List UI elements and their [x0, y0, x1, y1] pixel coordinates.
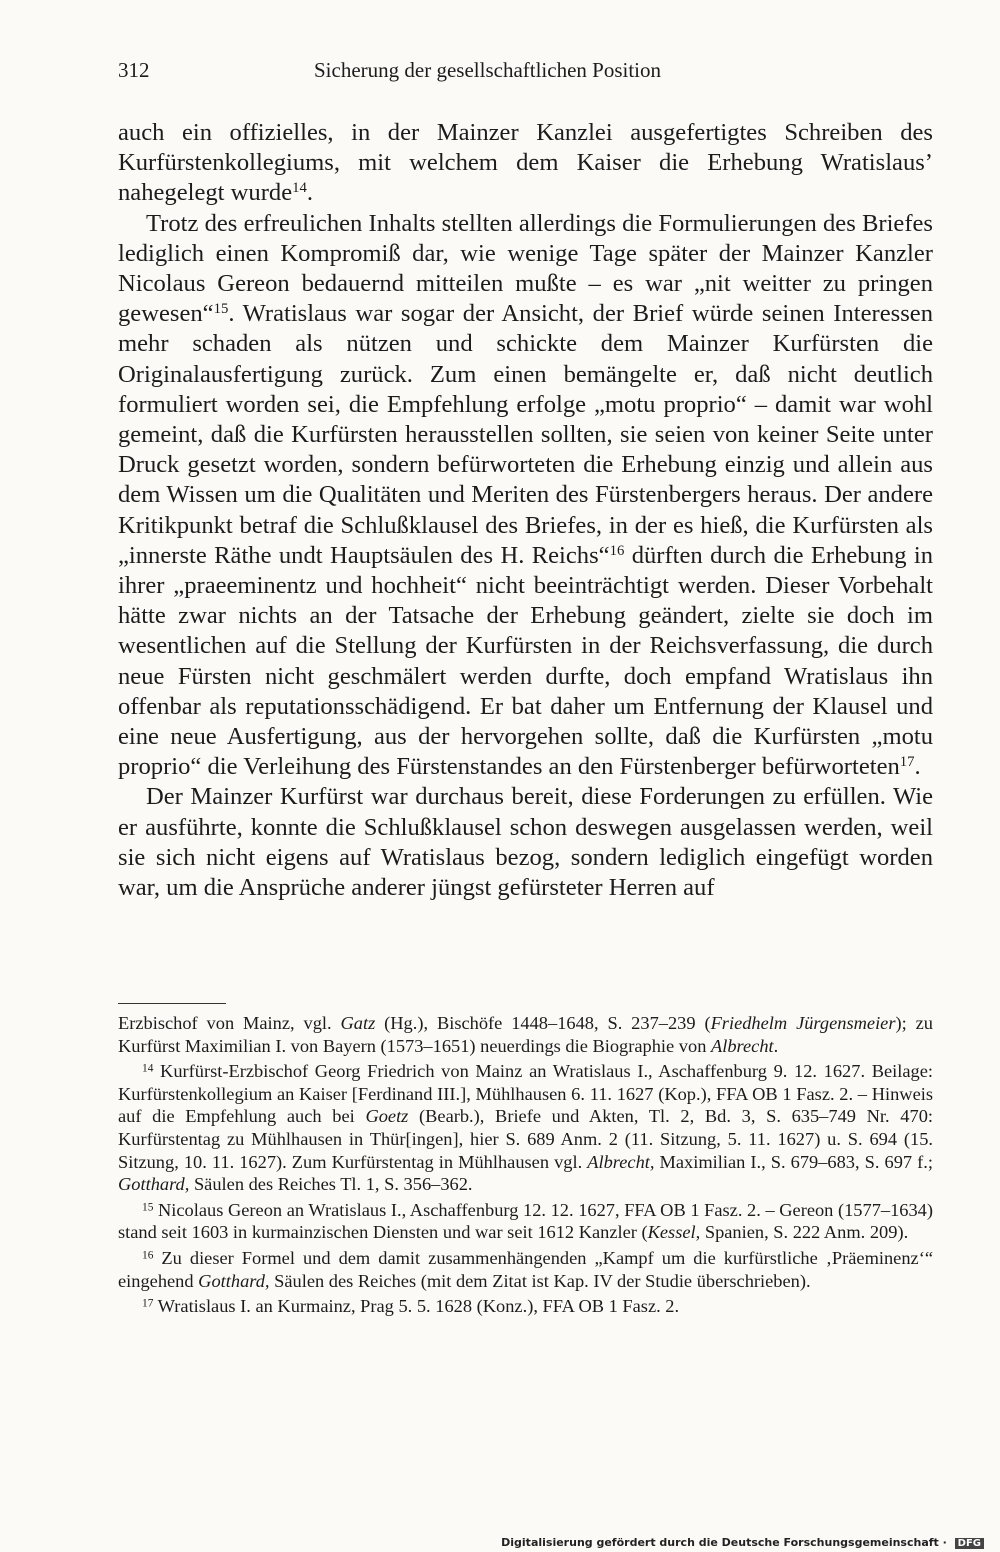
paragraph-2: Trotz des erfreulichen Inhalts stellten allerdings die Formulierungen des Briefes lediglich einen Kompromiß dar, wie wenige Tage später der Mainzer Kanzler Nicolaus Gereon bedauernd mitteilen mußte – es war „nit weitter zu pringen gewesen“$^{15}$. Wratislaus war sogar der Ansicht, der Brief würde seinen Interessen mehr schaden als nützen und schickte dem Mainzer Kurfürsten die Originalausfertigung zurück. Zum einen bemängelte er, daß nicht deutlich formuliert worden sei, die Empfehlung erfolge „motu proprio“ – damit war wohl gemeint, daß die Kurfürsten herausstellen sollten, sie seien von keiner Seite unter Druck gesetzt worden, sondern befürworteten die Erhebung einzig und allein aus dem Wissen um die Qualitäten und Meriten des Fürstenbergers heraus. Der andere Kritikpunkt betraf die Schlußklausel des Briefes, in der es hieß, die Kurfürsten als „innerste Räthe undt Hauptsäulen des H. Reichs“$^{16}$ dürften durch die Erhebung in ihrer „praeeminentz und hochheit“ nicht beeinträchtigt werden. Dieser Vorbehalt hätte zwar nichts an der Tatsache der Erhebung geändert, zielte sie doch im wesentlichen auf die Stellung der Kurfürsten in der Reichsverfassung, die durch neue Fürsten nicht geschmälert werden durfte, doch empfand Wratislaus ihn offenbar als reputationsschädigend. Er bat daher um Entfernung der Klausel und eine neue Ausfertigung, aus der hervorgehen sollte, daß die Kurfürsten „motu proprio“ die Verleihung des Fürstenstandes an den Fürstenberger befürworteten$^{17}$. — [118, 209, 933, 781]
footnote-divider — [118, 1003, 226, 1004]
footnote-ref-15[interactable]: 15 — [213, 301, 229, 318]
page-number: 312 — [118, 58, 150, 82]
footnotes — [118, 1012, 933, 1321]
footnote-ref-14[interactable]: 14 — [292, 180, 307, 197]
main-text — [118, 118, 933, 903]
footnote-15: $^{15}$ Nicolaus Gereon an Wratislaus I., Aschaffenburg 12. 12. 1627, FFA OB 1 Fasz. 2. – Gereon (1577–1634) stand seit 1603 in kurmainzischen Diensten und war seit 1612 Kanzler (Kessel, Spanien, S. 222 Anm. 209). — [118, 1199, 933, 1243]
footnote-14: $^{14}$ Kurfürst-Erzbischof Georg Friedrich von Mainz an Wratislaus I., Aschaffenburg 9. 12. 1627. Beilage: Kurfürstenkollegium an Kaiser [Ferdinand III.], Mühlhausen 6. 11. 1627 (Kop.), FFA OB 1 Fasz. 2. – Hinweis auf die Empfehlung auch bei Goetz (Bearb.), Briefe und Akten, Tl. 2, Bd. 3, S. 635–749 Nr. 470: Kurfürstentag zu Mühlhausen in Thür[ingen], hier S. 689 Anm. 2 (11. Sitzung, 5. 11. 1627) u. S. 694 (15. Sitzung, 10. 11. 1627). Zum Kurfürstentag in Mühlhausen vgl. Albrecht, Maximilian I., S. 679–683, S. 697 f.; Gotthard, Säulen des Reiches Tl. 1, S. 356–362. — [118, 1061, 933, 1195]
digitization-credit — [501, 1536, 984, 1549]
paragraph-1: auch ein offizielles, in der Mainzer Kanzlei ausgefertigtes Schreiben des Kurfürstenkollegiums, mit welchem dem Kaiser die Erhebung Wratislaus’ nahegelegt wurde$^{14}$. — [118, 119, 933, 207]
footnote-ref-17[interactable]: 17 — [899, 754, 915, 771]
credit-text: Digitalisierung gefördert durch die Deutsche Forschungsgemeinschaft · — [501, 1536, 947, 1549]
paragraph-3: Der Mainzer Kurfürst war durchaus bereit, diese Forderungen zu erfüllen. Wie er ausführte, konnte die Schlußklausel schon deswegen ausgelassen werden, weil sie sich nicht eigens auf Wratislaus bezog, sondern lediglich eingefügt worden war, um die Ansprüche anderer jüngst gefürsteter Herren auf — [118, 783, 933, 902]
footnote-16: $^{16}$ Zu dieser Formel und dem damit zusammenhängenden „Kampf um die kurfürstliche ‚Präeminenz‘“ eingehend Gotthard, Säulen des Reiches (mit dem Zitat ist Kap. IV der Studie überschrieben). — [118, 1247, 933, 1291]
footnote-ref-16[interactable]: 16 — [609, 542, 625, 559]
dfg-logo: DFG — [955, 1538, 984, 1549]
running-head: Sicherung der gesellschaftlichen Position — [314, 58, 662, 82]
footnote-continuation: Erzbischof von Mainz, vgl. Gatz (Hg.), Bischöfe 1448–1648, S. 237–239 (Friedhelm Jürgensmeier); zu Kurfürst Maximilian I. von Bayern (1573–1651) neuerdings die Biographie von Albrecht. — [118, 1013, 933, 1056]
page-header — [118, 58, 933, 90]
footnote-17: $^{17}$ Wratislaus I. an Kurmainz, Prag 5. 5. 1628 (Konz.), FFA OB 1 Fasz. 2. — [142, 1296, 680, 1317]
